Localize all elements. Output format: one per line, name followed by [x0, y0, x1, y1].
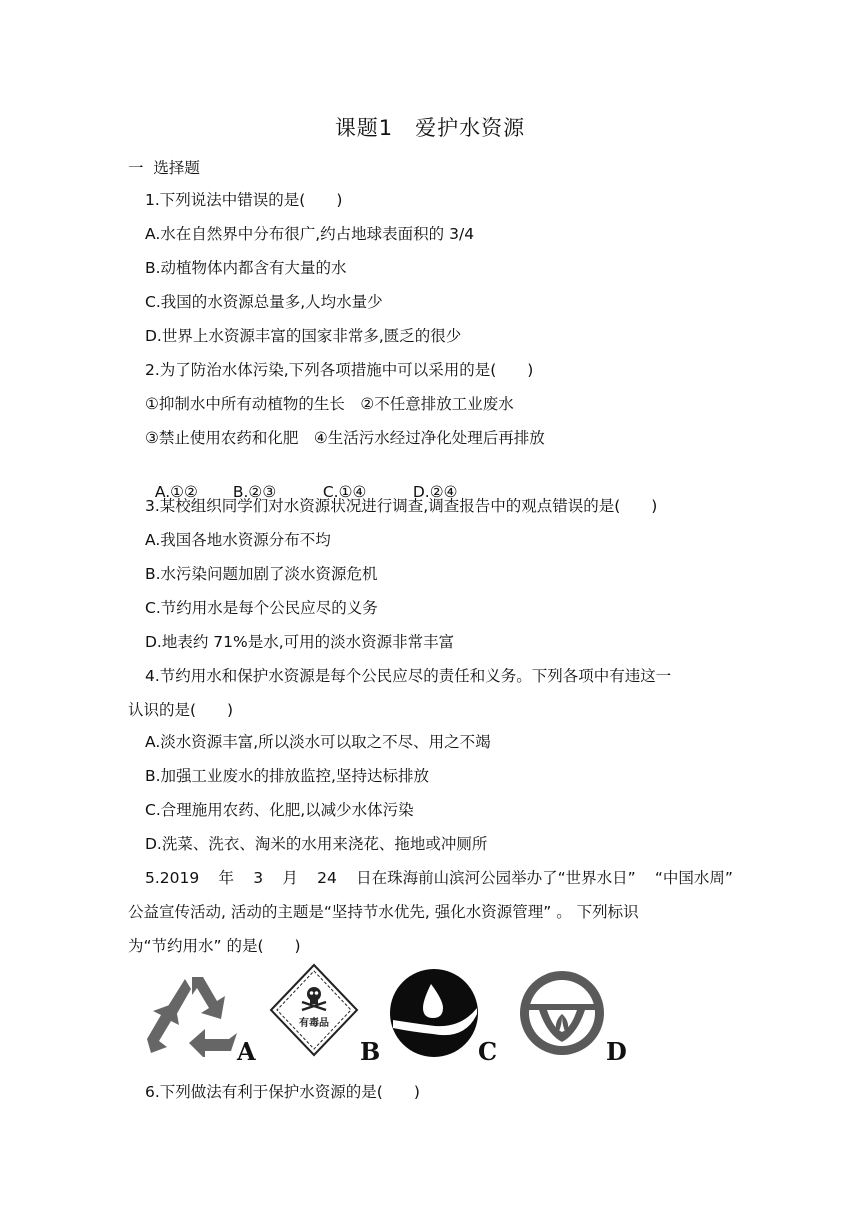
question-4-option-c: C.合理施用农药、化肥,以减少水体污染: [145, 801, 414, 819]
question-2-items-line-2: ③禁止使用农药和化肥 ④生活污水经过净化处理后再排放: [145, 429, 545, 447]
question-5-stem-part: 3: [253, 869, 264, 887]
question-1-option-b: B.动植物体内都含有大量的水: [145, 259, 347, 277]
question-1-option-d: D.世界上水资源丰富的国家非常多,匮乏的很少: [145, 327, 462, 345]
question-5-stem-part: 24: [317, 869, 337, 887]
question-3-option-a: A.我国各地水资源分布不均: [145, 531, 331, 549]
poison-hazard-icon: [268, 962, 360, 1058]
poison-label: 有毒品: [299, 1018, 329, 1029]
question-5-stem-line-1: [145, 868, 733, 888]
question-1-option-c: C.我国的水资源总量多,人均水量少: [145, 293, 383, 311]
question-2-option-d: D.②④: [412, 483, 458, 501]
water-saving-icon: [517, 970, 607, 1056]
question-2-stem: 2.为了防治水体污染,下列各项措施中可以采用的是( ): [145, 361, 534, 379]
question-3-option-c: C.节约用水是每个公民应尽的义务: [145, 599, 378, 617]
recycling-icon: [145, 975, 239, 1057]
section-heading: 一 选择题: [128, 159, 200, 177]
question-6-stem: 6.下列做法有利于保护水资源的是( ): [145, 1083, 420, 1101]
question-3-stem: 3.某校组织同学们对水资源状况进行调查,调查报告中的观点错误的是( ): [145, 497, 658, 515]
question-2-option-a: A.①②: [154, 483, 198, 501]
question-4-stem-line-2: 认识的是( ): [128, 701, 234, 719]
question-5-stem-part: 5.2019: [145, 869, 200, 887]
question-5-stem-part: 年: [218, 869, 234, 887]
question-5-stem-part: “中国水周”: [654, 869, 733, 887]
question-5-stem-line-2: 公益宣传活动, 活动的主题是“坚持节水优先, 强化水资源管理” 。 下列标识: [128, 903, 639, 921]
question-1-option-a: A.水在自然界中分布很广,约占地球表面积的 3/4: [145, 225, 475, 243]
question-4-option-b: B.加强工业废水的排放监控,坚持达标排放: [145, 767, 429, 785]
option-c-label: C: [478, 1037, 498, 1066]
question-2-option-c: C.①④: [322, 483, 367, 501]
question-4-option-d: D.洗菜、洗衣、淘米的水用来浇花、拖地或冲厕所: [145, 835, 488, 853]
question-1-stem: 1.下列说法中错误的是( ): [145, 191, 343, 209]
page-title: 课题1 爱护水资源: [334, 116, 526, 140]
question-5-stem-line-3: 为“节约用水” 的是( ): [128, 937, 301, 955]
question-3-option-d: D.地表约 71%是水,可用的淡水资源非常丰富: [145, 633, 455, 651]
question-2-items-line-1: ①抑制水中所有动植物的生长 ②不任意排放工业废水: [145, 395, 514, 413]
option-a-label: A: [237, 1037, 256, 1066]
question-5-stem-part: 日在珠海前山滨河公园举办了“世界水日”: [356, 869, 636, 887]
water-drop-icon: [389, 968, 479, 1058]
question-5-logo-row: [0, 962, 860, 1067]
question-5-stem-part: 月: [282, 869, 298, 887]
option-b-label: B: [360, 1037, 381, 1066]
question-3-option-b: B.水污染问题加剧了淡水资源危机: [145, 565, 378, 583]
question-2-option-b: B.②③: [232, 483, 277, 501]
question-4-option-a: A.淡水资源丰富,所以淡水可以取之不尽、用之不竭: [145, 733, 491, 751]
option-d-label: D: [606, 1037, 627, 1066]
question-4-stem-line-1: 4.节约用水和保护水资源是每个公民应尽的责任和义务。下列各项中有违这一: [145, 667, 672, 685]
